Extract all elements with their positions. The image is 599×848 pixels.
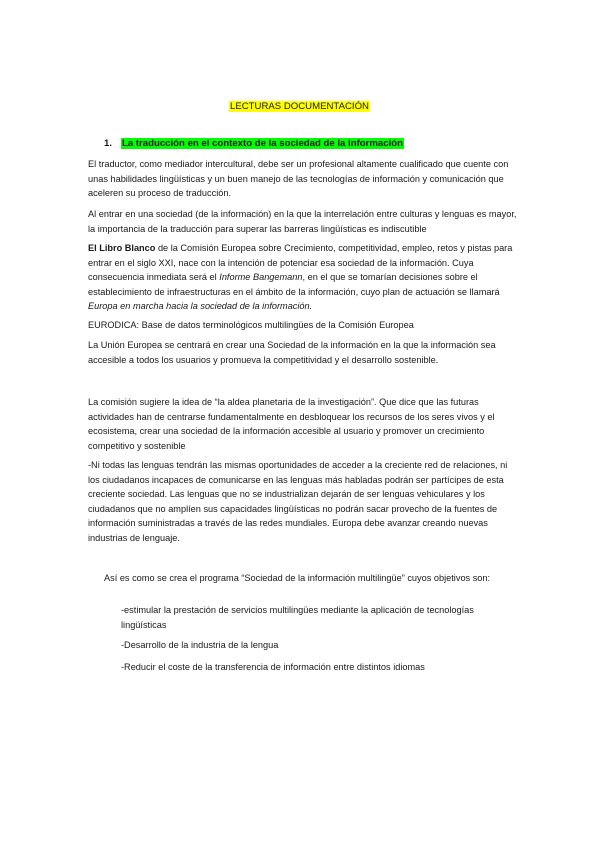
paragraph-information-society: Al entrar en una sociedad (de la información) en la que la interrelación entre culturas y lenguas es mayor, la importancia de la traducción para superar las barreras lingüísticas es indiscutible <box>88 209 517 234</box>
objective-item: -estimular la prestación de servicios multilingües mediante la aplicación de tecnologías lingüísticas <box>121 605 474 630</box>
white-book-bold: El Libro Blanco <box>88 243 156 253</box>
document-title: LECTURAS DOCUMENTACIÓN <box>230 101 369 112</box>
section-title: La traducción en el contexto de la sociedad de la información <box>122 138 403 149</box>
white-book-text-b: , en el que se tomarían decisiones sobre el establecimiento de infraestructuras en el ámbito de la información, cuyo plan de actuación se llamará <box>88 272 500 297</box>
objective-item: -Desarrollo de la industria de la lengua <box>121 640 279 650</box>
europe-plan-title: Europa en marcha hacia la sociedad de la información. <box>88 301 313 312</box>
program-intro: Así es como se crea el programa “Sociedad de la información multilingüe” cuyos objetivos son: <box>104 573 491 583</box>
objective-item: -Reducir el coste de la transferencia de información entre distintos idiomas <box>121 662 425 672</box>
paragraph-eurodica: EURODICA: Base de datos terminológicos multilingües de la Comisión Europea <box>88 320 414 330</box>
bangemann-report: Informe Bangemann <box>219 272 303 283</box>
paragraph-european-union: La Unión Europea se centrará en crear una Sociedad de la información en la que la información sea accesible a todos los usuarios y promueva la competitividad y el desarrollo sostenible. <box>88 340 496 365</box>
section-number: 1. <box>104 138 113 149</box>
white-book-text-a: de la Comisión Europea sobre Crecimiento, competitividad, empleo, retos y pistas para entrar en el siglo XXI, nace con la intención de potenciar esa sociedad de la información. Cuya consecuencia inmediata será el <box>88 243 513 283</box>
section-heading <box>104 138 404 150</box>
paragraph-languages: -Ni todas las lenguas tendrán las mismas oportunidades de acceder a la creciente red de relaciones, ni los ciudadanos incapaces de comunicarse en las lenguas más habladas podrán ser partícipes de esta creciente sociedad. Las lenguas que no se industrializan dejarán de ser lenguas vehiculares y los ciudadanos que no amplíen sus capacidades lingüísticas no podrán sacar provecho de la fuentes de información suministradas a través de las redes mundiales. Europa debe avanzar creando nuevas industrias de lenguaje. <box>88 460 508 543</box>
paragraph-white-book <box>88 241 518 314</box>
paragraph-commission: La comisión sugiere la idea de “la aldea planetaria de la investigación”. Que dice que las futuras actividades han de centrarse fundamentalmente en desbloquear los recursos de los seres vivos y el ecosistema, crear una sociedad de la información accesible al usuario y promover un crecimiento competitivo y sostenible <box>88 397 495 451</box>
title-container <box>0 96 599 114</box>
paragraph-translator: El traductor, como mediador intercultural, debe ser un profesional altamente cualificado que cuente con unas habilidades lingüísticas y un buen manejo de las tecnologías de información y comunicación que aceleren su proceso de traducción. <box>88 159 509 199</box>
